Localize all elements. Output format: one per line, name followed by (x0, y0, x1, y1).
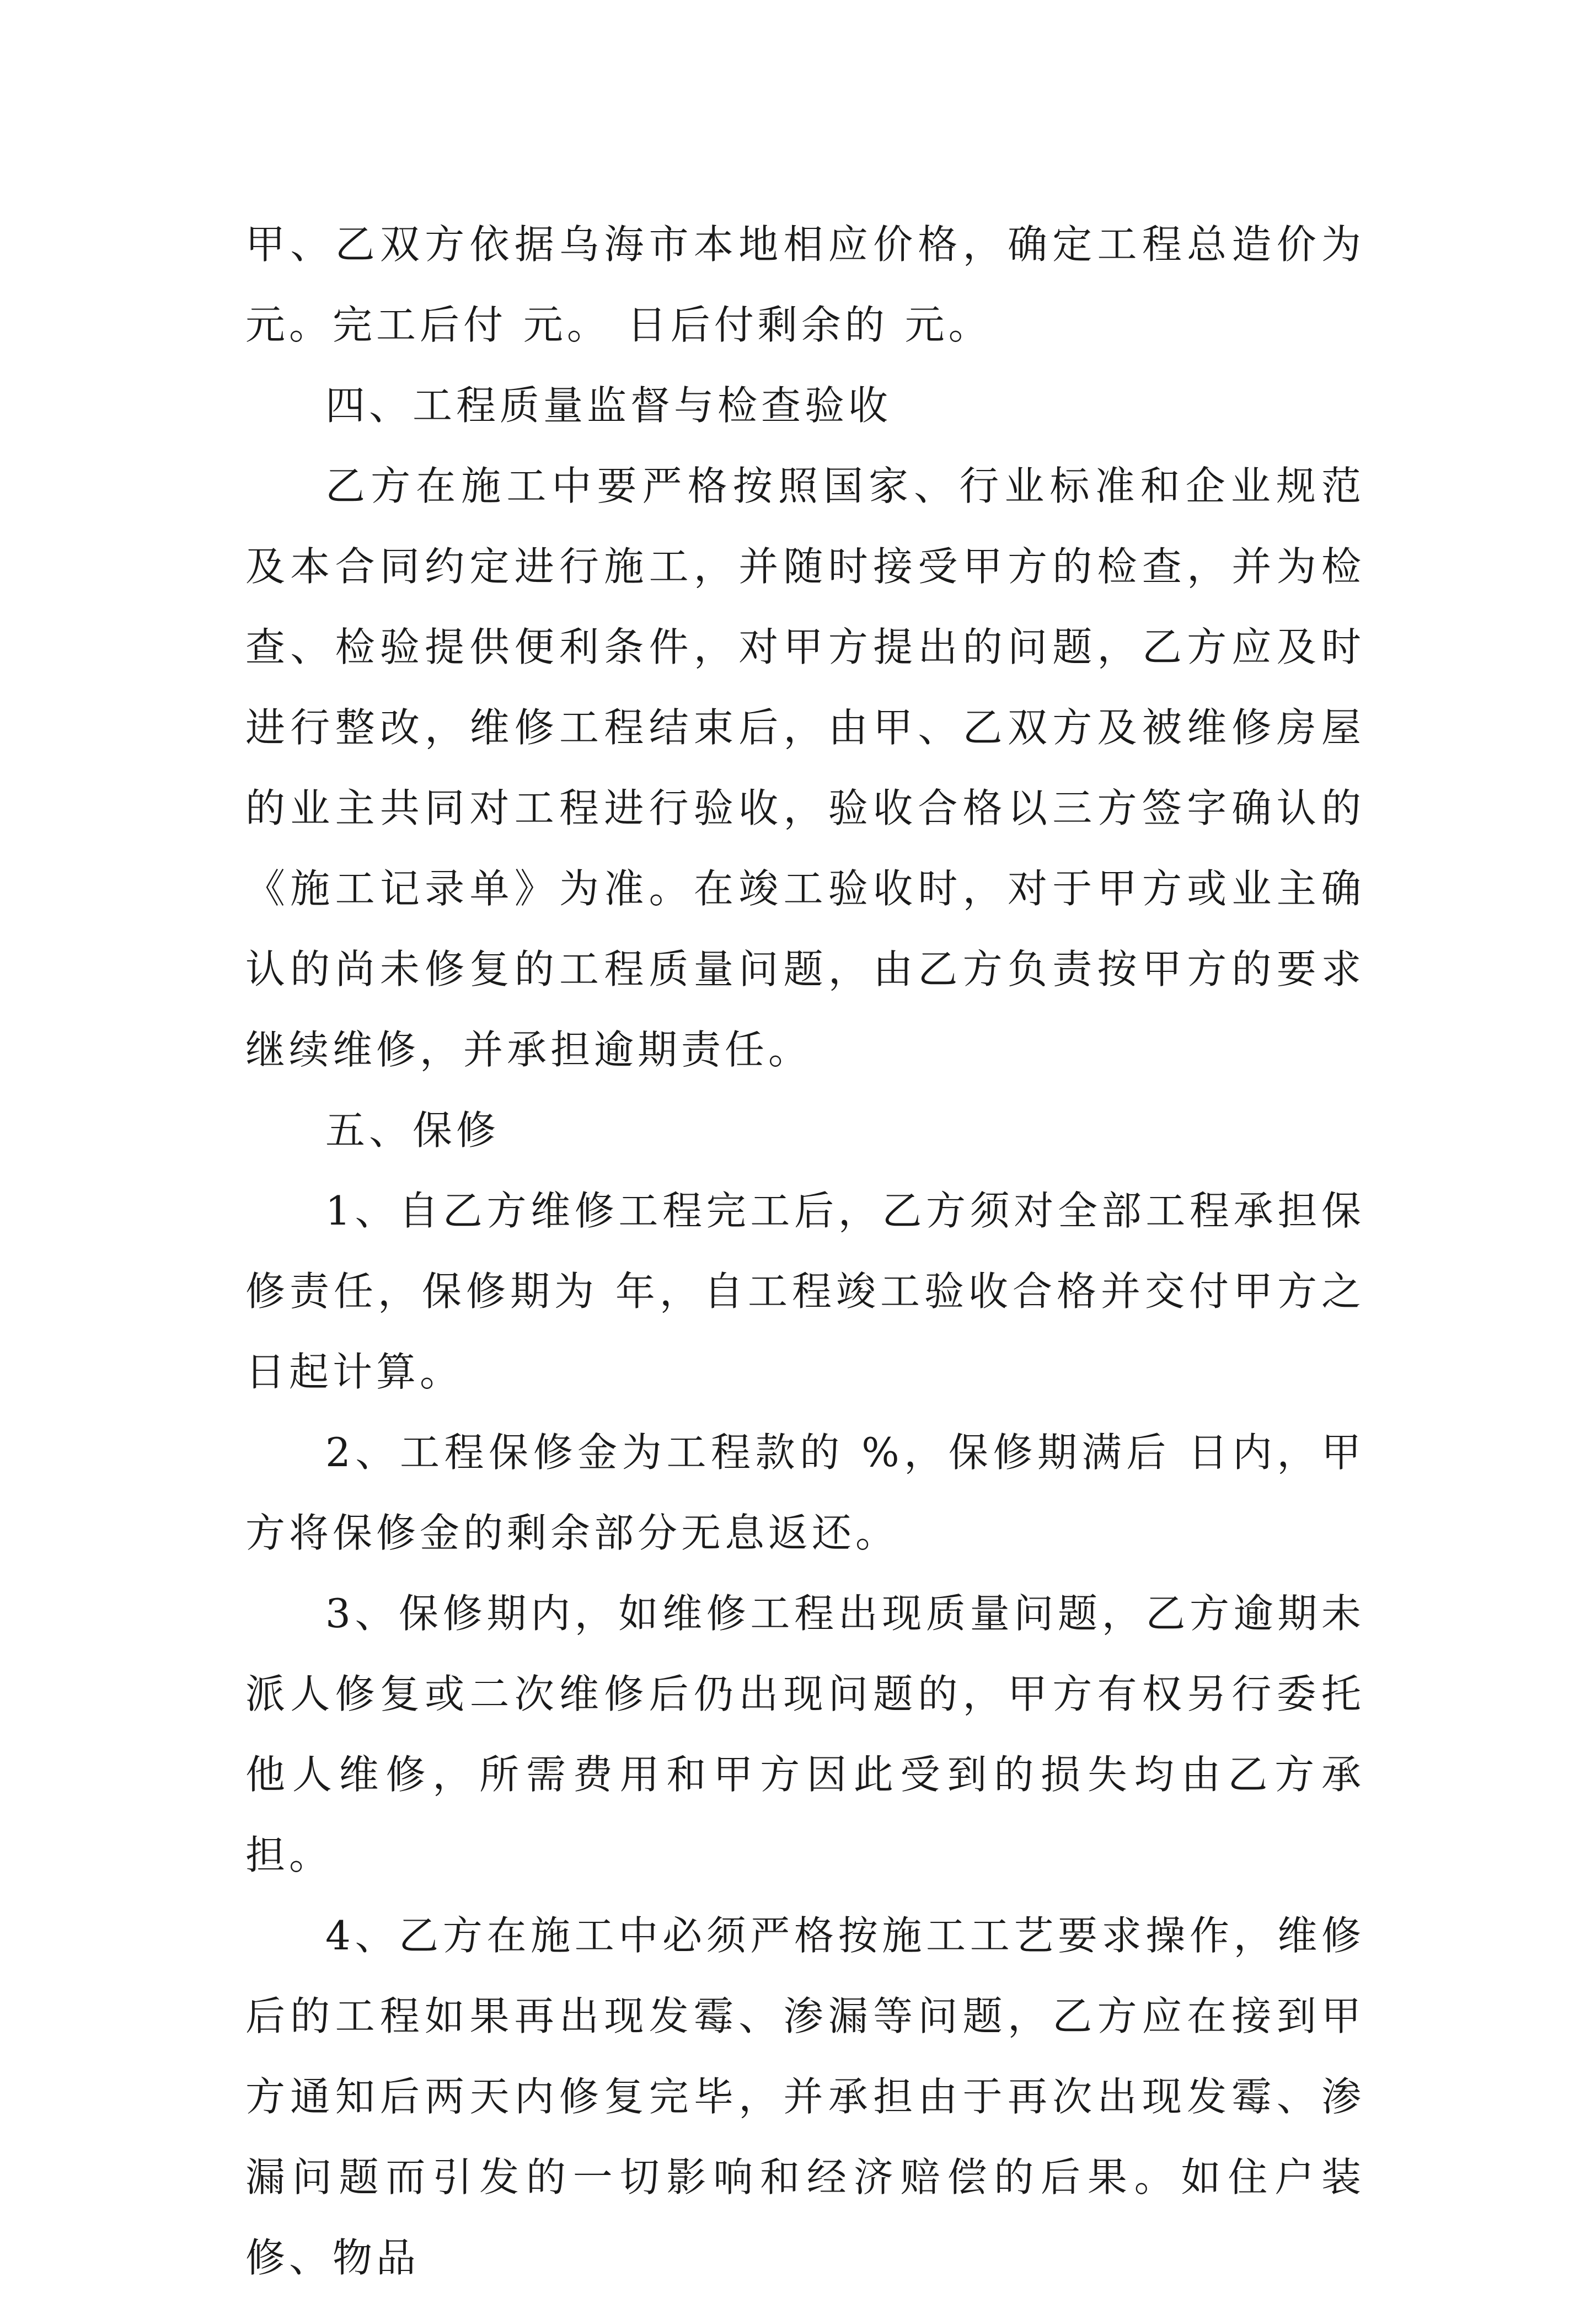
paragraph-quality-inspection: 乙方在施工中要严格按照国家、行业标准和企业规范及本合同约定进行施工，并随时接受甲方的检查，并为检查、检验提供便利条件，对甲方提出的问题，乙方应及时进行整改，维修工程结束后，由甲、乙双方及被维修房屋的业主共同对工程进行验收，验收合格以三方签字确认的《施工记录单》为准。在竣工验收时，对于甲方或业主确认的尚未修复的工程质量问题，由乙方负责按甲方的要求继续维修，并承担逾期责任。 (245, 463, 1365, 1073)
paragraph-price-terms: 甲、乙双方依据乌海市本地相应价格，确定工程总造价为元。完工后付 元。 日后付剩余的 元。 (245, 221, 1365, 348)
section-heading-quality-inspection: 四、工程质量监督与检查验收 (325, 382, 892, 429)
paragraph-warranty-2: 2、工程保修金为工程款的 %，保修期满后 日内，甲方将保修金的剩余部分无息返还。 (245, 1429, 1365, 1556)
document-body (245, 204, 1365, 2298)
section-heading-warranty: 五、保修 (325, 1107, 500, 1153)
paragraph-warranty-1: 1、自乙方维修工程完工后，乙方须对全部工程承担保修责任，保修期为 年，自工程竣工验收合格并交付甲方之日起计算。 (245, 1188, 1365, 1395)
paragraph-warranty-4: 4、乙方在施工中必须严格按施工工艺要求操作，维修后的工程如果再出现发霉、渗漏等问题，乙方应在接到甲方通知后两天内修复完毕，并承担由于再次出现发霉、渗漏问题而引发的一切影响和经济赔偿的后果。如住户装修、物品 (245, 1912, 1365, 2281)
paragraph-warranty-3: 3、保修期内，如维修工程出现质量问题，乙方逾期未派人修复或二次维修后仍出现问题的，甲方有权另行委托他人维修，所需费用和甲方因此受到的损失均由乙方承担。 (245, 1590, 1365, 1878)
